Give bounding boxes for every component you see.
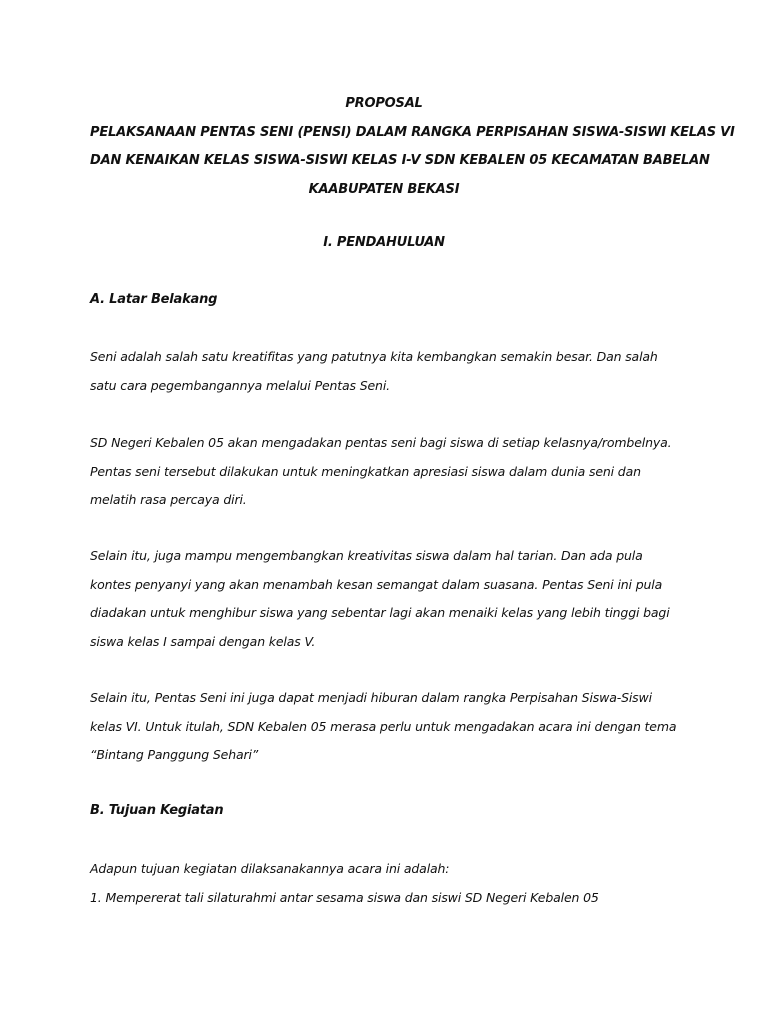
title-line-4: KAABUPATEN BEKASI (308, 181, 460, 197)
section-b-body (90, 855, 690, 912)
paragraph-1 (90, 343, 690, 400)
paragraph-line: satu cara pegembangannya melalui Pentas Seni. (90, 377, 390, 393)
title-line-3: DAN KENAIKAN KELAS SISWA-SISWI KELAS I-V SDN KEBALEN 05 KECAMATAN BABELAN (90, 153, 710, 168)
section-b-heading: B. Tujuan Kegiatan (90, 803, 224, 818)
paragraph-line: Pentas seni tersebut dilakukan untuk meningkatkan apresiasi siswa dalam dunia seni dan (90, 463, 641, 479)
paragraph-line: Selain itu, juga mampu mengembangkan kreativitas siswa dalam hal tarian. Dan ada pula (90, 548, 643, 563)
paragraph-3 (90, 542, 690, 656)
paragraph-line: Selain itu, Pentas Seni ini juga dapat menjadi hiburan dalam rangka Perpisahan Siswa-Siswi (90, 690, 652, 705)
proposal-title (90, 90, 735, 204)
paragraph-line: kelas VI. Untuk itulah, SDN Kebalen 05 merasa perlu untuk mengadakan acara ini dengan tema (90, 718, 677, 734)
paragraph-line: kontes penyanyi yang akan menambah kesan semangat dalam suasana. Pentas Seni ini pula (90, 576, 663, 592)
title-line-1: PROPOSAL (345, 96, 423, 111)
paragraph-line: Adapun tujuan kegiatan dilaksanakannya acara ini adalah: (90, 861, 450, 876)
paragraph-line: “Bintang Panggung Sehari” (90, 747, 259, 762)
paragraph-line: Seni adalah salah satu kreatifitas yang patutnya kita kembangkan semakin besar. Dan salah (90, 349, 658, 364)
chapter-heading: I. PENDAHULUAN (323, 235, 445, 250)
title-line-2: PELAKSANAAN PENTAS SENI (PENSI) DALAM RANGKA PERPISAHAN SISWA-SISWI KELAS VI (90, 124, 735, 140)
paragraph-line: SD Negeri Kebalen 05 akan mengadakan pentas seni bagi siswa di setiap kelasnya/rombelnya. (90, 435, 672, 450)
paragraph-line: siswa kelas I sampai dengan kelas V. (90, 633, 316, 649)
paragraph-4 (90, 684, 690, 770)
section-a-heading: A. Latar Belakang (90, 292, 218, 307)
list-item: 1. Mempererat tali silaturahmi antar sesama siswa dan siswi SD Negeri Kebalen 05 (90, 889, 599, 905)
paragraph-2 (90, 429, 690, 515)
paragraph-line: melatih rasa percaya diri. (90, 492, 247, 507)
paragraph-line: diadakan untuk menghibur siswa yang sebentar lagi akan menaiki kelas yang lebih tinggi bagi (90, 605, 670, 620)
